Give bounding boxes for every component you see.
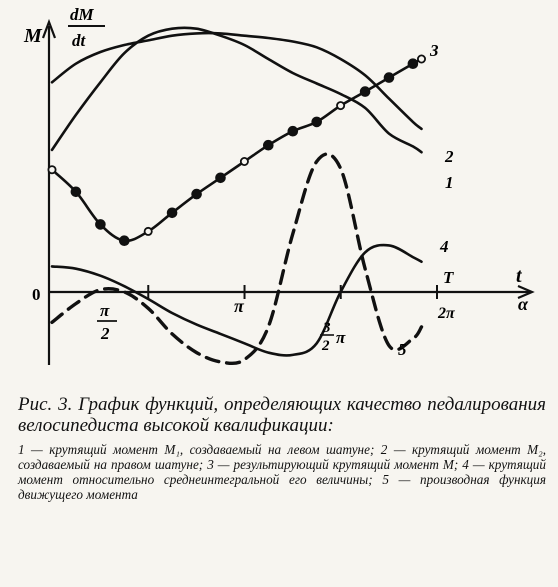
caption-legend: 1 — крутящий момент M₁, создаваемый на левом шатуне; 2 — крутящий момент M₂, создаваемый на правом шатуне; 3 — результирующий крутящий момент M; 4 — крутящий момент относительно среднеинтегральной его величины; 5 — производная функция движущего момента	[18, 442, 546, 502]
tick-label-pi: π	[234, 296, 244, 316]
series-label-3: 3	[430, 41, 439, 60]
axes	[43, 22, 532, 365]
x-axis-label-alpha: α	[518, 294, 528, 314]
series-2-point-7	[216, 173, 225, 182]
tick-label-3pi-2-pi: π	[336, 328, 346, 347]
figure-caption	[18, 394, 546, 502]
series-label-5: 5	[398, 340, 407, 359]
caption-title: Рис. 3. График функций, определяющих качество педалирования велосипедиста высокой квалификации:	[18, 394, 546, 436]
labels-layer	[23, 5, 529, 359]
series-2-point-10	[288, 127, 297, 136]
series-3-line	[52, 33, 422, 129]
series-2-point-15	[409, 59, 418, 68]
series-2-point-14	[385, 73, 394, 82]
tick-label-3pi-2-num: 3	[323, 320, 331, 336]
series-2-point-13	[361, 87, 370, 96]
series-2-point-6	[192, 190, 201, 199]
series-2-point-0	[48, 166, 55, 173]
tick-label-3pi-2-den: 2	[322, 338, 330, 354]
x-axis-label-t: t	[516, 265, 522, 287]
y-axis-label-dm: dM	[70, 5, 94, 24]
series-label-4: 4	[440, 237, 449, 256]
series-2-point-1	[72, 187, 81, 196]
series-2-point-2	[96, 220, 105, 229]
series-2-point-11	[312, 118, 321, 127]
series-2-point-4	[145, 228, 152, 235]
origin-label: 0	[32, 285, 41, 304]
series-2-point-9	[264, 141, 273, 150]
y-axis-label-dt: dt	[72, 31, 86, 50]
tick-label-pi-2-num: π	[100, 301, 110, 320]
series-2-point-3	[120, 236, 129, 245]
tick-label-pi-2-den: 2	[101, 324, 110, 343]
series-2-line	[52, 59, 422, 241]
series-label-1: 1	[445, 173, 454, 192]
period-label: T	[443, 268, 454, 287]
series-2-point-8	[241, 158, 248, 165]
series-2-point-5	[168, 208, 177, 217]
series-label-2: 2	[445, 147, 454, 166]
y-axis-label-m: M	[24, 25, 42, 47]
series-2-point-16	[418, 55, 425, 62]
tick-label-2pi: 2π	[438, 305, 455, 322]
series-2-point-12	[337, 102, 344, 109]
